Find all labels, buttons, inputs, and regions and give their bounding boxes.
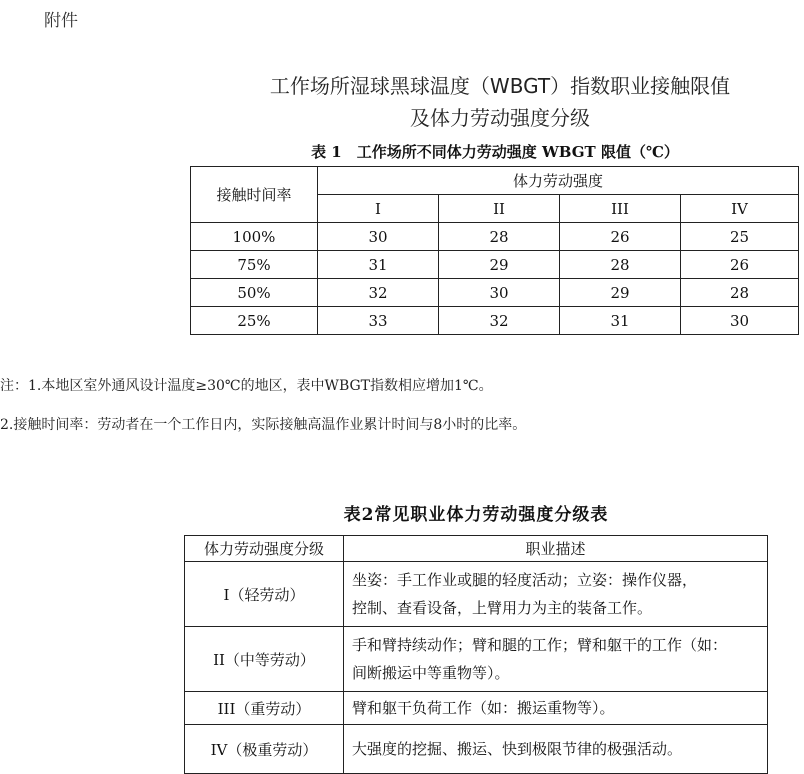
table-row — [185, 627, 768, 692]
table-row — [185, 562, 768, 627]
row-header: 接触时间率 — [191, 167, 318, 223]
level-cell: I（轻劳动） — [185, 562, 344, 627]
table-row — [191, 307, 799, 335]
level-cell: III（重劳动） — [185, 692, 344, 725]
value-cell: 25 — [681, 223, 799, 251]
desc-line: 坐姿：手工作业或腿的轻度活动；立姿：操作仪器， — [352, 571, 698, 589]
value-cell: 26 — [681, 251, 799, 279]
note-1: 注：1.本地区室外通风设计温度≥30℃的地区，表中WBGT指数相应增加1℃。 — [0, 378, 493, 394]
level-header: III — [560, 195, 681, 223]
desc-line: 手和臂持续动作；臂和腿的工作；臂和躯干的工作（如： — [352, 636, 728, 654]
labor-intensity-table — [184, 535, 768, 774]
level-header: II — [439, 195, 560, 223]
value-cell: 30 — [681, 307, 799, 335]
table-row — [185, 692, 768, 725]
level-cell: IV（极重劳动） — [185, 725, 344, 774]
level-header: I — [318, 195, 439, 223]
value-cell: 33 — [318, 307, 439, 335]
table1-caption: 表 1 工作场所不同体力劳动强度 WBGT 限值（℃） — [311, 143, 679, 161]
desc-cell — [344, 562, 768, 627]
wbgt-limit-table — [190, 166, 799, 335]
desc-cell — [344, 692, 768, 725]
desc-cell — [344, 725, 768, 774]
desc-cell — [344, 627, 768, 692]
level-cell: II（中等劳动） — [185, 627, 344, 692]
value-cell: 29 — [560, 279, 681, 307]
desc-line: 间断搬运中等重物等）。 — [352, 664, 510, 682]
value-cell: 28 — [439, 223, 560, 251]
table-row — [191, 279, 799, 307]
attachment-label: 附件 — [44, 11, 78, 31]
value-cell: 28 — [681, 279, 799, 307]
col-header-level: 体力劳动强度分级 — [185, 536, 344, 562]
rate-cell: 75% — [191, 251, 318, 279]
rate-cell: 100% — [191, 223, 318, 251]
value-cell: 26 — [560, 223, 681, 251]
desc-line: 控制、查看设备，上臂用力为主的装备工作。 — [352, 599, 653, 617]
value-cell: 28 — [560, 251, 681, 279]
table2-caption: 表2常见职业体力劳动强度分级表 — [343, 505, 609, 525]
desc-line: 大强度的挖掘、搬运、快到极限节律的极强活动。 — [352, 740, 683, 758]
value-cell: 32 — [318, 279, 439, 307]
value-cell: 31 — [560, 307, 681, 335]
page-title: 工作场所湿球黑球温度（WBGT）指数职业接触限值 — [269, 74, 731, 98]
group-header: 体力劳动强度 — [318, 167, 799, 195]
value-cell: 30 — [439, 279, 560, 307]
table-row — [191, 251, 799, 279]
value-cell: 31 — [318, 251, 439, 279]
table-row — [191, 223, 799, 251]
value-cell: 32 — [439, 307, 560, 335]
desc-line: 臂和躯干负荷工作（如：搬运重物等）。 — [352, 699, 615, 717]
col-header-desc: 职业描述 — [344, 536, 768, 562]
level-header: IV — [681, 195, 799, 223]
note-2: 2.接触时间率：劳动者在一个工作日内，实际接触高温作业累计时间与8小时的比率。 — [0, 417, 527, 433]
rate-cell: 25% — [191, 307, 318, 335]
rate-cell: 50% — [191, 279, 318, 307]
value-cell: 29 — [439, 251, 560, 279]
page-subtitle: 及体力劳动强度分级 — [410, 106, 590, 130]
value-cell: 30 — [318, 223, 439, 251]
table-row — [185, 725, 768, 774]
